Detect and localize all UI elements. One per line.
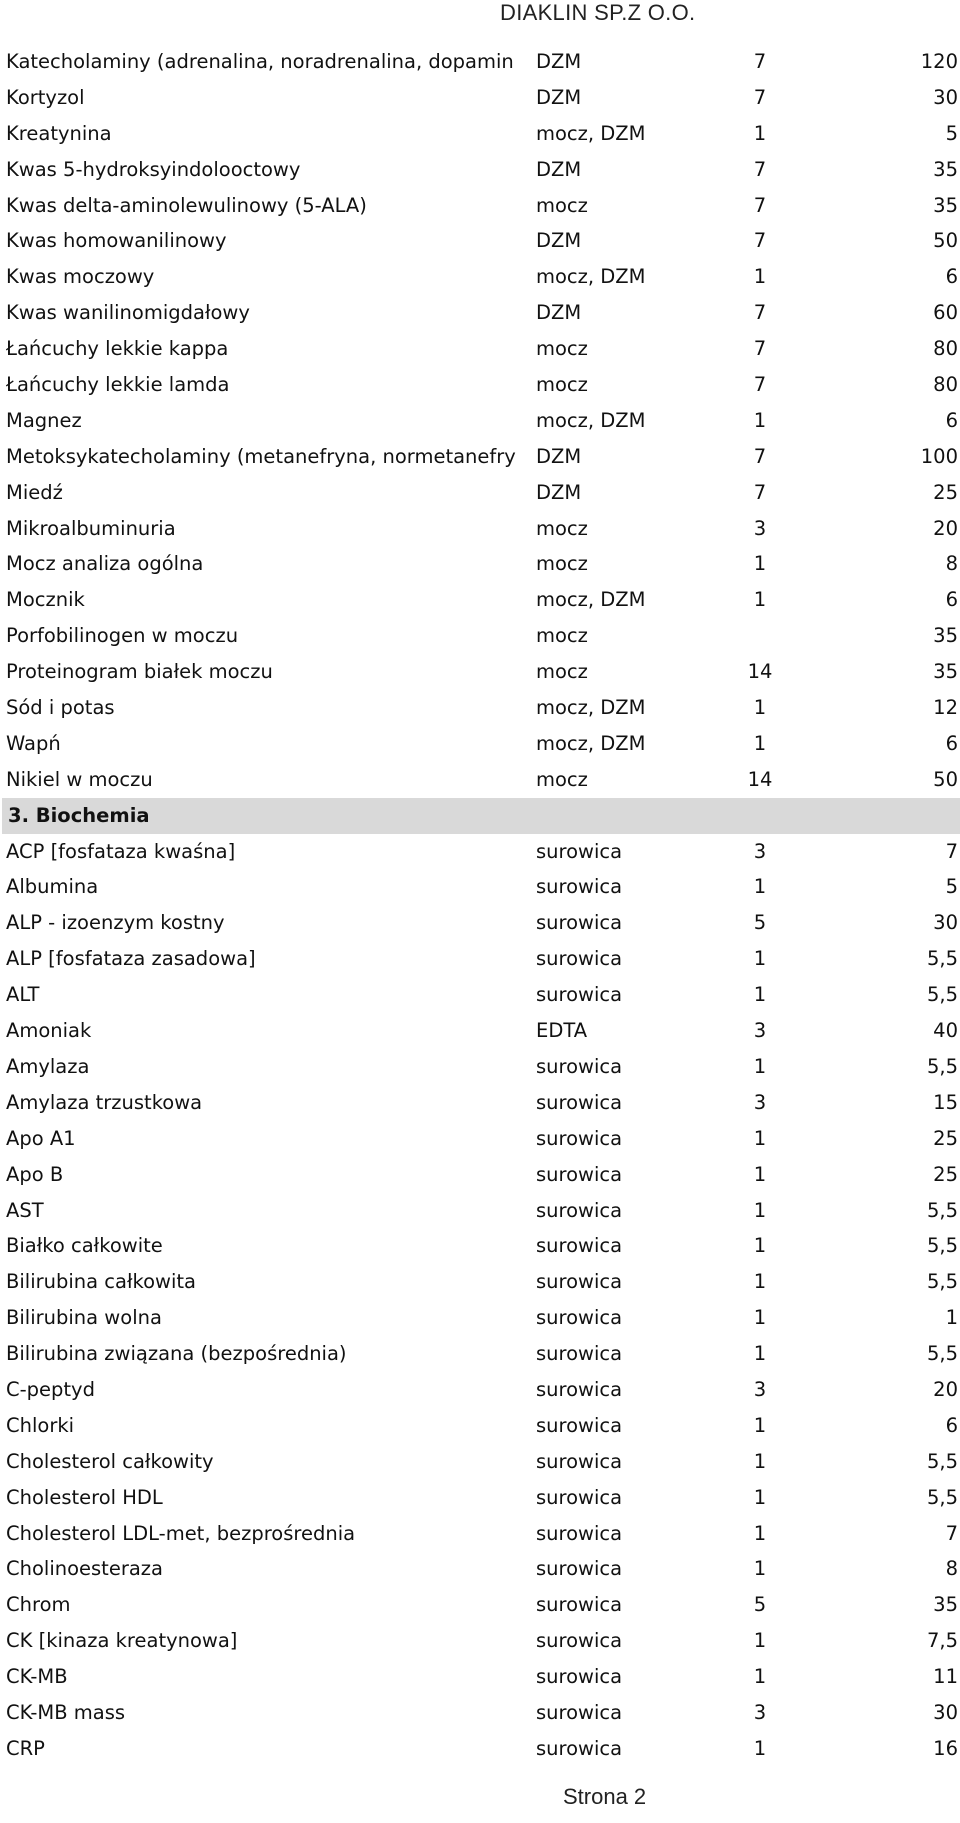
test-name-cell: Kwas homowanilinowy	[6, 229, 227, 253]
test-name-cell: Cholesterol LDL-met, bezprośrednia	[6, 1521, 356, 1545]
material-cell: surowica	[536, 1557, 623, 1581]
table-row	[0, 726, 960, 762]
price-cell: 5,5	[926, 1485, 958, 1509]
test-name-cell: CRP	[6, 1736, 45, 1760]
price-cell: 60	[933, 301, 958, 325]
table-row	[0, 295, 960, 331]
price-cell: 50	[933, 767, 958, 791]
material-cell: surowica	[536, 1342, 623, 1366]
material-cell: surowica	[536, 875, 623, 899]
turnaround-days-cell: 7	[753, 373, 767, 397]
test-name-cell: CK-MB mass	[6, 1700, 126, 1724]
price-cell: 50	[933, 229, 958, 253]
table-row	[0, 869, 960, 905]
turnaround-days-cell: 7	[753, 337, 767, 361]
turnaround-days-cell: 7	[753, 229, 767, 253]
turnaround-days-cell: 7	[753, 193, 767, 217]
table-row	[0, 1228, 960, 1264]
price-cell: 1	[945, 1306, 958, 1330]
price-cell: 80	[933, 373, 958, 397]
material-cell: surowica	[536, 911, 623, 935]
table-row	[0, 1480, 960, 1516]
price-cell: 80	[933, 337, 958, 361]
turnaround-days-cell: 1	[753, 588, 767, 612]
table-row	[0, 475, 960, 511]
test-name-cell: Kreatynina	[6, 121, 112, 145]
test-name-cell: Kortyzol	[6, 85, 85, 109]
price-cell: 100	[920, 444, 958, 468]
test-name-cell: CK [kinaza kreatynowa]	[6, 1629, 238, 1653]
material-cell: surowica	[536, 1665, 623, 1689]
turnaround-days-cell: 1	[753, 1736, 767, 1760]
material-cell: mocz	[536, 660, 588, 684]
turnaround-days-cell: 1	[753, 731, 767, 755]
price-cell: 12	[933, 696, 958, 720]
test-name-cell: Białko całkowite	[6, 1234, 163, 1258]
test-name-cell: Magnez	[6, 408, 82, 432]
material-cell: DZM	[536, 50, 582, 73]
price-cell: 5	[945, 121, 958, 145]
table-row	[0, 905, 960, 941]
turnaround-days-cell: 1	[753, 1054, 767, 1078]
turnaround-days-cell: 7	[753, 444, 767, 468]
price-cell: 6	[945, 1413, 958, 1437]
test-name-cell: Amylaza	[6, 1054, 90, 1078]
test-name-cell: Bilirubina wolna	[6, 1306, 162, 1330]
turnaround-days-cell: 1	[753, 1198, 767, 1222]
section-header-row	[2, 798, 960, 834]
material-cell: mocz, DZM	[536, 408, 646, 432]
turnaround-days-cell: 1	[753, 1449, 767, 1473]
price-cell: 120	[920, 50, 958, 73]
price-cell: 35	[933, 1593, 958, 1617]
test-name-cell: Cholinoesteraza	[6, 1557, 163, 1581]
price-cell: 5,5	[926, 1342, 958, 1366]
turnaround-days-cell: 1	[753, 1306, 767, 1330]
price-list-table	[0, 44, 960, 1767]
test-name-cell: Bilirubina całkowita	[6, 1270, 197, 1294]
table-row	[0, 1444, 960, 1480]
price-cell: 35	[933, 193, 958, 217]
company-header: DIAKLIN SP.Z O.O.	[500, 0, 696, 25]
price-cell: 5,5	[926, 1449, 958, 1473]
material-cell: EDTA	[536, 1019, 588, 1043]
material-cell: mocz	[536, 193, 588, 217]
price-cell: 25	[933, 1162, 958, 1186]
test-name-cell: AST	[6, 1198, 44, 1222]
turnaround-days-cell: 1	[753, 875, 767, 899]
material-cell: mocz	[536, 767, 588, 791]
material-cell: surowica	[536, 839, 623, 863]
material-cell: surowica	[536, 1270, 623, 1294]
material-cell: surowica	[536, 983, 623, 1007]
price-cell: 30	[933, 85, 958, 109]
test-name-cell: Chrom	[6, 1593, 71, 1617]
material-cell: DZM	[536, 85, 582, 109]
table-row	[0, 582, 960, 618]
price-cell: 7	[945, 839, 958, 863]
table-row	[0, 1659, 960, 1695]
price-cell: 6	[945, 408, 958, 432]
test-name-cell: CK-MB	[6, 1665, 68, 1689]
test-name-cell: Sód i potas	[6, 696, 115, 720]
price-cell: 30	[933, 911, 958, 935]
table-row	[0, 1408, 960, 1444]
price-cell: 6	[945, 731, 958, 755]
test-name-cell: 3. Biochemia	[8, 803, 150, 827]
table-row	[0, 546, 960, 582]
turnaround-days-cell: 3	[753, 1019, 767, 1043]
price-cell: 6	[945, 588, 958, 612]
price-cell: 5,5	[926, 1270, 958, 1294]
material-cell: mocz	[536, 337, 588, 361]
price-cell: 5,5	[926, 947, 958, 971]
table-row	[0, 941, 960, 977]
test-name-cell: Kwas wanilinomigdałowy	[6, 301, 250, 325]
price-cell: 25	[933, 480, 958, 504]
material-cell: DZM	[536, 480, 582, 504]
test-name-cell: ALP - izoenzym kostny	[6, 911, 225, 935]
table-row	[0, 1372, 960, 1408]
turnaround-days-cell: 1	[753, 552, 767, 576]
table-row	[0, 367, 960, 403]
price-cell: 6	[945, 265, 958, 289]
page-number: Strona 2	[563, 1784, 647, 1809]
material-cell: DZM	[536, 301, 582, 325]
material-cell: mocz, DZM	[536, 731, 646, 755]
table-row	[0, 188, 960, 224]
test-name-cell: Łańcuchy lekkie kappa	[6, 337, 229, 361]
turnaround-days-cell: 1	[753, 1521, 767, 1545]
price-cell: 35	[933, 157, 958, 181]
turnaround-days-cell: 5	[753, 911, 767, 935]
price-cell: 5	[945, 875, 958, 899]
price-cell: 20	[933, 516, 958, 540]
test-name-cell: Kwas delta-aminolewulinowy (5-ALA)	[6, 193, 367, 217]
table-row	[0, 834, 960, 870]
table-row	[0, 116, 960, 152]
turnaround-days-cell: 1	[753, 696, 767, 720]
table-row	[0, 511, 960, 547]
test-name-cell: Metoksykatecholaminy (metanefryna, normetanefry	[6, 444, 516, 468]
turnaround-days-cell: 3	[753, 1090, 767, 1114]
test-name-cell: ACP [fosfataza kwaśna]	[6, 839, 236, 863]
turnaround-days-cell: 7	[753, 301, 767, 325]
material-cell: DZM	[536, 157, 582, 181]
test-name-cell: Miedź	[6, 480, 63, 504]
price-cell: 35	[933, 624, 958, 648]
table-row	[0, 1731, 960, 1767]
turnaround-days-cell: 3	[753, 1377, 767, 1401]
table-row	[0, 1121, 960, 1157]
price-cell: 7	[945, 1521, 958, 1545]
table-row	[0, 1623, 960, 1659]
price-cell: 16	[933, 1736, 958, 1760]
material-cell: surowica	[536, 1162, 623, 1186]
table-row	[0, 1193, 960, 1229]
turnaround-days-cell: 1	[753, 947, 767, 971]
turnaround-days-cell: 1	[753, 1557, 767, 1581]
material-cell: surowica	[536, 947, 623, 971]
table-row	[0, 618, 960, 654]
material-cell: DZM	[536, 444, 582, 468]
material-cell: mocz, DZM	[536, 265, 646, 289]
price-cell: 8	[945, 1557, 958, 1581]
table-row	[0, 80, 960, 116]
material-cell: surowica	[536, 1054, 623, 1078]
price-cell: 7,5	[926, 1629, 958, 1653]
table-row	[0, 1264, 960, 1300]
table-row	[0, 1695, 960, 1731]
price-cell: 35	[933, 660, 958, 684]
turnaround-days-cell: 3	[753, 516, 767, 540]
test-name-cell: Wapń	[6, 731, 61, 755]
test-name-cell: Proteinogram białek moczu	[6, 660, 273, 684]
table-row	[0, 331, 960, 367]
test-name-cell: ALP [fosfataza zasadowa]	[6, 947, 256, 971]
table-row	[0, 403, 960, 439]
material-cell: surowica	[536, 1521, 623, 1545]
test-name-cell: Cholesterol HDL	[6, 1485, 163, 1509]
test-name-cell: Porfobilinogen w moczu	[6, 624, 239, 648]
table-row	[0, 1336, 960, 1372]
turnaround-days-cell: 1	[753, 121, 767, 145]
test-name-cell: Apo B	[6, 1162, 64, 1186]
material-cell: surowica	[536, 1198, 623, 1222]
material-cell: surowica	[536, 1234, 623, 1258]
test-name-cell: Cholesterol całkowity	[6, 1449, 214, 1473]
material-cell: surowica	[536, 1700, 623, 1724]
test-name-cell: Albumina	[6, 875, 99, 899]
price-cell: 11	[933, 1665, 958, 1689]
test-name-cell: Kwas moczowy	[6, 265, 155, 289]
price-cell: 15	[933, 1090, 958, 1114]
material-cell: mocz	[536, 552, 588, 576]
material-cell: mocz	[536, 373, 588, 397]
price-cell: 5,5	[926, 1198, 958, 1222]
price-cell: 5,5	[926, 1234, 958, 1258]
turnaround-days-cell: 1	[753, 1413, 767, 1437]
turnaround-days-cell: 5	[753, 1593, 767, 1617]
test-name-cell: Apo A1	[6, 1126, 76, 1150]
table-row	[0, 259, 960, 295]
turnaround-days-cell: 14	[747, 767, 773, 791]
test-name-cell: Mocznik	[6, 588, 85, 612]
turnaround-days-cell: 1	[753, 408, 767, 432]
table-row	[0, 1587, 960, 1623]
test-name-cell: Amoniak	[6, 1019, 92, 1043]
turnaround-days-cell: 7	[753, 157, 767, 181]
material-cell: DZM	[536, 229, 582, 253]
price-cell: 8	[945, 552, 958, 576]
test-name-cell: Mikroalbuminuria	[6, 516, 176, 540]
material-cell: mocz	[536, 516, 588, 540]
material-cell: mocz, DZM	[536, 588, 646, 612]
material-cell: mocz	[536, 624, 588, 648]
turnaround-days-cell: 3	[753, 1700, 767, 1724]
turnaround-days-cell: 1	[753, 1665, 767, 1689]
table-row	[0, 1013, 960, 1049]
table-row	[0, 1551, 960, 1587]
material-cell: surowica	[536, 1413, 623, 1437]
turnaround-days-cell: 1	[753, 1270, 767, 1294]
turnaround-days-cell: 1	[753, 983, 767, 1007]
test-name-cell: C-peptyd	[6, 1377, 95, 1401]
table-row	[0, 152, 960, 188]
material-cell: mocz, DZM	[536, 696, 646, 720]
turnaround-days-cell: 7	[753, 85, 767, 109]
price-cell: 5,5	[926, 1054, 958, 1078]
turnaround-days-cell: 1	[753, 1485, 767, 1509]
table-row	[0, 1085, 960, 1121]
material-cell: surowica	[536, 1090, 623, 1114]
turnaround-days-cell: 1	[753, 1234, 767, 1258]
table-row	[0, 1516, 960, 1552]
price-cell: 30	[933, 1700, 958, 1724]
price-cell: 40	[933, 1019, 958, 1043]
table-row	[0, 654, 960, 690]
material-cell: surowica	[536, 1736, 623, 1760]
turnaround-days-cell: 1	[753, 1126, 767, 1150]
test-name-cell: Kwas 5-hydroksyindolooctowy	[6, 157, 301, 181]
table-row	[0, 977, 960, 1013]
test-name-cell: Bilirubina związana (bezpośrednia)	[6, 1342, 347, 1366]
turnaround-days-cell: 3	[753, 839, 767, 863]
table-row	[0, 44, 960, 80]
test-name-cell: Chlorki	[6, 1413, 75, 1437]
material-cell: surowica	[536, 1126, 623, 1150]
test-name-cell: Nikiel w moczu	[6, 767, 153, 791]
test-name-cell: Mocz analiza ogólna	[6, 552, 204, 576]
price-cell: 25	[933, 1126, 958, 1150]
table-row	[0, 690, 960, 726]
turnaround-days-cell: 7	[753, 480, 767, 504]
test-name-cell: Łańcuchy lekkie lamda	[6, 373, 230, 397]
material-cell: surowica	[536, 1377, 623, 1401]
table-row	[0, 1049, 960, 1085]
turnaround-days-cell: 14	[747, 660, 773, 684]
test-name-cell: Katecholaminy (adrenalina, noradrenalina, dopamin	[6, 50, 514, 73]
turnaround-days-cell: 7	[753, 50, 767, 73]
table-row	[0, 1300, 960, 1336]
test-name-cell: ALT	[6, 983, 40, 1007]
turnaround-days-cell: 1	[753, 1162, 767, 1186]
material-cell: surowica	[536, 1593, 623, 1617]
material-cell: surowica	[536, 1485, 623, 1509]
turnaround-days-cell: 1	[753, 265, 767, 289]
table-row	[0, 762, 960, 798]
turnaround-days-cell: 1	[753, 1629, 767, 1653]
turnaround-days-cell: 1	[753, 1342, 767, 1366]
material-cell: surowica	[536, 1449, 623, 1473]
material-cell: surowica	[536, 1306, 623, 1330]
table-row	[0, 1157, 960, 1193]
test-name-cell: Amylaza trzustkowa	[6, 1090, 203, 1114]
material-cell: surowica	[536, 1629, 623, 1653]
price-cell: 20	[933, 1377, 958, 1401]
price-cell: 5,5	[926, 983, 958, 1007]
material-cell: mocz, DZM	[536, 121, 646, 145]
table-row	[0, 439, 960, 475]
table-row	[0, 223, 960, 259]
